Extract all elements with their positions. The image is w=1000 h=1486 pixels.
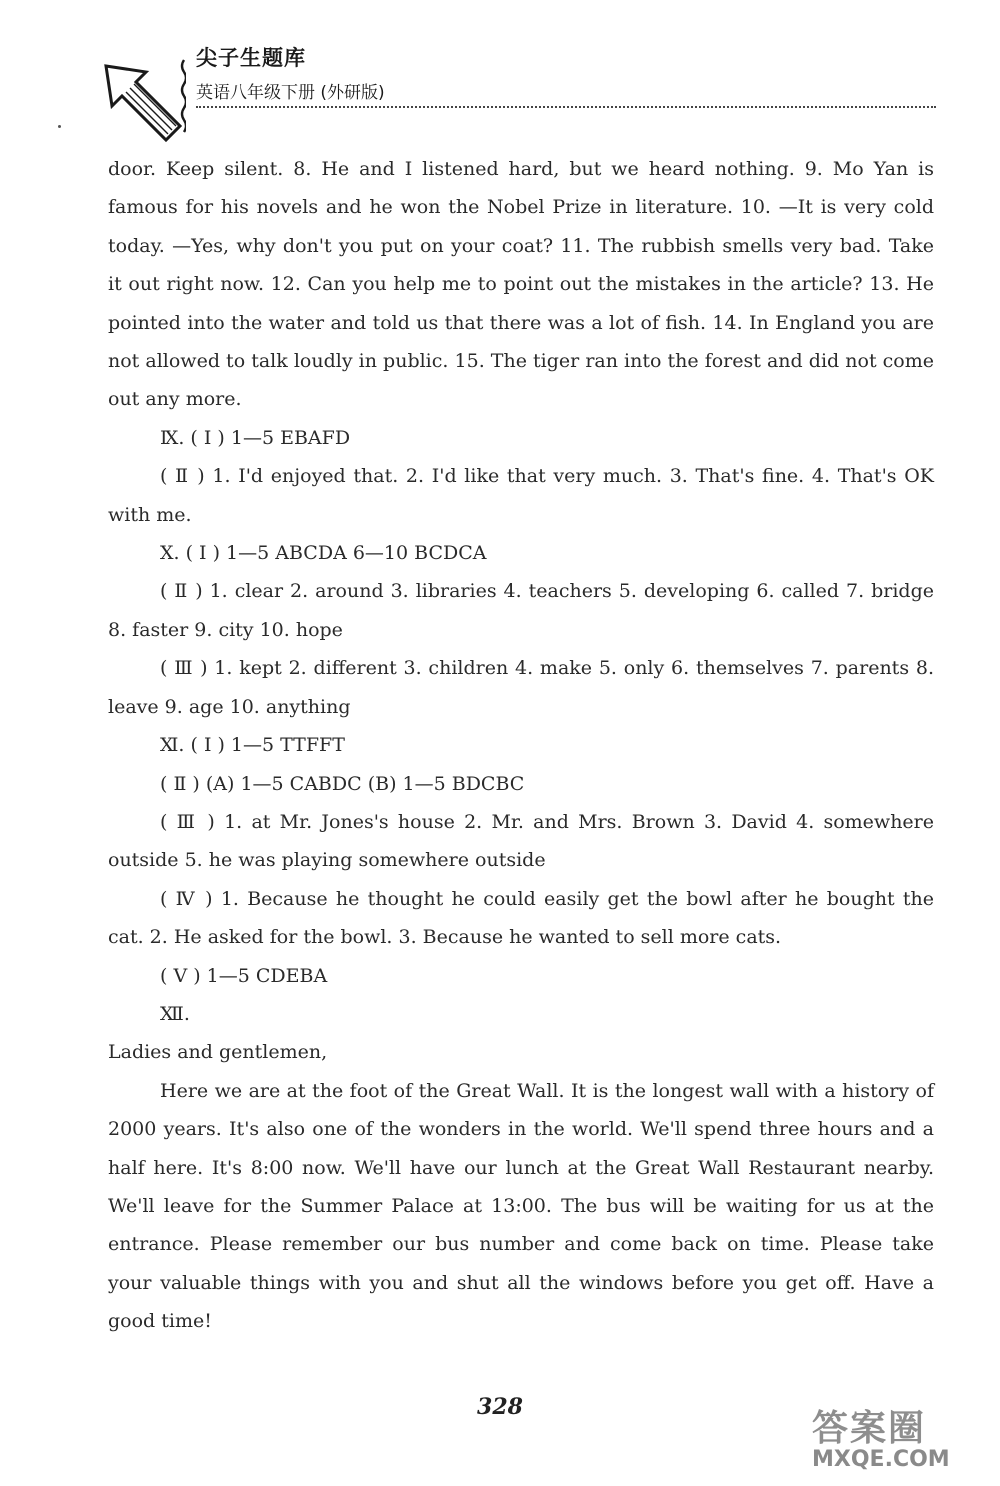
section-ix-part-1: Ⅸ. ( Ⅰ ) 1—5 EBAFD <box>160 426 351 449</box>
book-title: 尖子生题库 <box>196 46 306 70</box>
arrow-logo-icon <box>100 58 186 144</box>
watermark-url: MXQE.COM <box>812 1447 950 1472</box>
section-x-part-1: Ⅹ. ( Ⅰ ) 1—5 ABCDA 6—10 BCDCA <box>160 542 487 565</box>
section-x-part-3: ( Ⅲ ) 1. kept 2. different 3. children 4. make 5. only 6. themselves 7. parents 8. leave 9. age 10. anything <box>108 657 934 718</box>
section-xi-part-4: ( Ⅳ ) 1. Because he thought he could easily get the bowl after he bought the cat. 2. He asked for the bowl. 3. Because he wanted to sell more cats. <box>108 887 934 949</box>
page-number: 328 <box>477 1394 523 1420</box>
book-subtitle: 英语八年级下册 (外研版) <box>196 83 385 103</box>
watermark <box>812 1400 992 1480</box>
section-xii-heading: Ⅻ. <box>160 1002 190 1025</box>
section-ix-part-2: ( Ⅱ ) 1. I'd enjoyed that. 2. I'd like that very much. 3. That's fine. 4. That's OK with me. <box>108 465 934 526</box>
header-divider <box>196 106 936 108</box>
section-x-part-2: ( Ⅱ ) 1. clear 2. around 3. libraries 4. teachers 5. developing 6. called 7. bridge 8. faster 9. city 10. hope <box>108 580 934 641</box>
speech-greeting: Ladies and gentlemen, <box>108 1041 328 1064</box>
speech-body: Here we are at the foot of the Great Wall. It is the longest wall with a history of 2000 years. It's also one of the wonders in the world. We'll spend three hours and a half here. It's 8:00 now. We'll have our lunch at the Great Wall Restaurant nearby. We'll leave for the Summer Palace at 13:00. The bus will be waiting for us at the entrance. Please remember our bus number and come back on time. Please take your valuable things with you and shut all the windows before you get off. Have a good time! <box>108 1079 934 1333</box>
answer-content <box>108 150 934 1341</box>
section-xi-part-3: ( Ⅲ ) 1. at Mr. Jones's house 2. Mr. and Mrs. Brown 3. David 4. somewhere outside 5. he was playing somewhere outside <box>108 810 934 872</box>
answer-paragraph: door. Keep silent. 8. He and I listened hard, but we heard nothing. 9. Mo Yan is famous for his novels and he won the Nobel Prize in literature. 10. —It is very cold today. —Yes, why don't you put on your coat? 11. The rubbish smells very bad. Take it out right now. 12. Can you help me to point out the mistakes in the article? 13. He pointed into the water and told us that there was a lot of fish. 14. In England you are not allowed to talk loudly in public. 15. The tiger ran into the forest and did not come out any more. <box>108 158 934 411</box>
section-xi-part-5: ( Ⅴ ) 1—5 CDEBA <box>160 964 328 987</box>
section-xi-part-1: Ⅺ. ( Ⅰ ) 1—5 TTFFT <box>160 734 345 757</box>
scan-speck <box>58 125 61 128</box>
page-header <box>100 36 940 136</box>
section-xi-part-2: ( Ⅱ ) (A) 1—5 CABDC (B) 1—5 BDCBC <box>160 772 525 795</box>
watermark-logo: 答案圈 <box>812 1408 927 1449</box>
